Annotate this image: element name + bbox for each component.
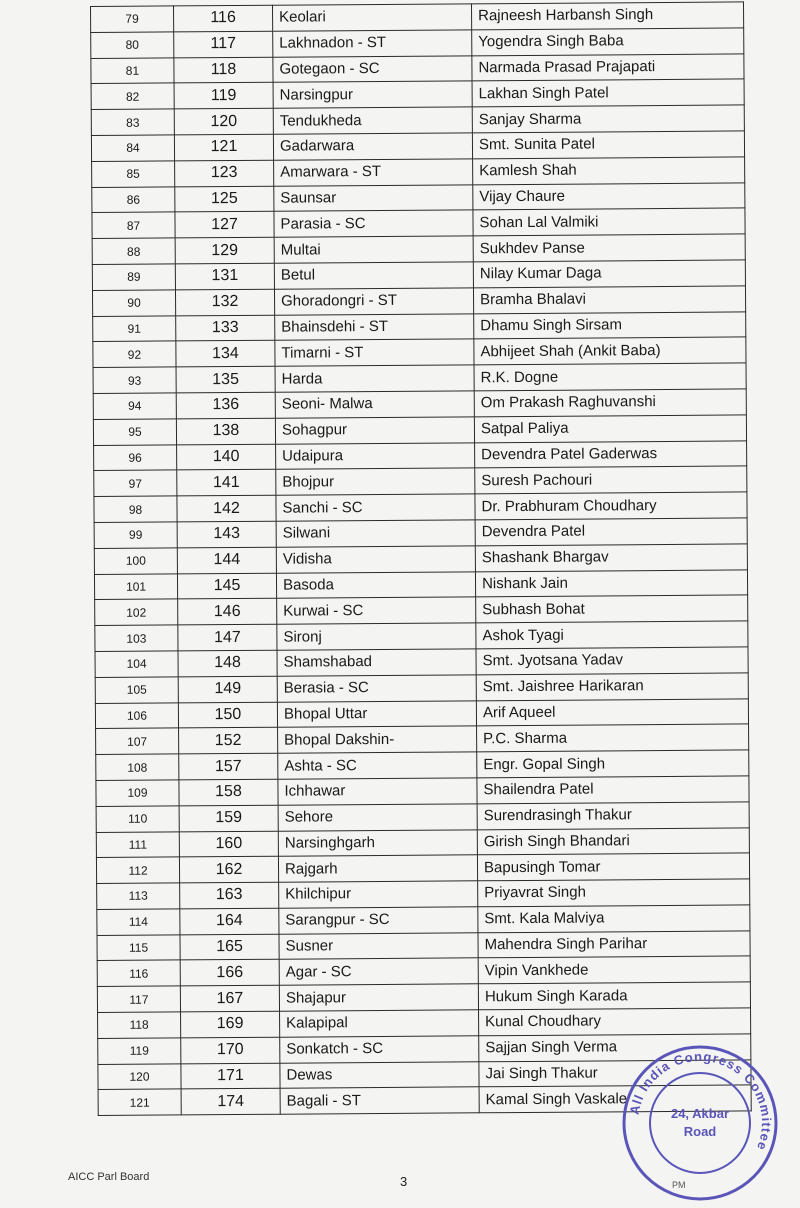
candidate-cell: Priyavrat Singh — [478, 879, 750, 907]
ac-number-cell: 162 — [179, 857, 278, 883]
constituency-cell: Sohagpur — [275, 417, 474, 444]
serial-number-cell: 116 — [97, 960, 180, 986]
constituency-cell: Sironj — [277, 623, 476, 650]
constituency-cell: Khilchipur — [279, 881, 478, 908]
page-number: 3 — [400, 1174, 408, 1189]
serial-number-cell: 115 — [97, 935, 180, 961]
constituency-cell: Timarni - ST — [275, 339, 474, 366]
candidate-cell: Ashok Tyagi — [476, 621, 748, 649]
serial-number-cell: 89 — [92, 264, 175, 290]
constituency-cell: Berasia - SC — [277, 675, 476, 702]
candidate-cell: Smt. Jaishree Harikaran — [476, 673, 748, 701]
constituency-cell: Bhopal Dakshin- — [278, 726, 477, 753]
constituency-cell: Agar - SC — [279, 958, 478, 985]
constituency-cell: Harda — [275, 365, 474, 392]
serial-number-cell: 79 — [91, 6, 174, 32]
serial-number-cell: 91 — [93, 315, 176, 341]
candidate-cell: Devendra Patel Gaderwas — [475, 440, 747, 468]
constituency-cell: Tendukheda — [273, 107, 472, 134]
serial-number-cell: 86 — [92, 186, 175, 212]
candidate-cell: Smt. Sunita Patel — [472, 131, 744, 159]
constituency-cell: Vidisha — [276, 546, 475, 573]
constituency-cell: Gotegaon - SC — [273, 55, 472, 82]
ac-number-cell: 163 — [180, 882, 279, 908]
constituency-cell: Sehore — [278, 804, 477, 831]
serial-number-cell: 94 — [93, 393, 176, 419]
svg-text:Road: Road — [683, 1124, 717, 1139]
ac-number-cell: 160 — [179, 831, 278, 857]
ac-number-cell: 148 — [178, 650, 277, 676]
constituency-cell: Basoda — [276, 571, 475, 598]
candidate-cell: Devendra Patel — [475, 518, 747, 546]
constituency-cell: Narsinghgarh — [278, 829, 477, 856]
serial-number-cell: 102 — [95, 599, 178, 625]
constituency-cell: Multai — [274, 236, 473, 263]
candidate-cell: Suresh Pachouri — [475, 466, 747, 494]
serial-number-cell: 120 — [98, 1064, 181, 1090]
ac-number-cell: 158 — [179, 779, 278, 805]
candidate-cell: Vijay Chaure — [473, 183, 745, 211]
constituency-cell: Ghoradongri - ST — [274, 288, 473, 315]
constituency-cell: Bhojpur — [276, 468, 475, 495]
serial-number-cell: 113 — [97, 883, 180, 909]
ac-number-cell: 120 — [174, 108, 273, 134]
serial-number-cell: 80 — [91, 32, 174, 58]
candidate-cell: Abhijeet Shah (Ankit Baba) — [474, 337, 746, 365]
serial-number-cell: 82 — [91, 83, 174, 109]
footer-board-label: AICC Parl Board — [68, 1171, 150, 1183]
candidate-cell: Dr. Prabhuram Choudhary — [475, 492, 747, 520]
ac-number-cell: 123 — [175, 160, 274, 186]
ac-number-cell: 140 — [177, 444, 276, 470]
candidate-table-body — [91, 2, 752, 1116]
ac-number-cell: 157 — [179, 753, 278, 779]
candidate-cell: Kunal Choudhary — [479, 1008, 751, 1036]
serial-number-cell: 121 — [98, 1089, 181, 1115]
constituency-cell: Narsingpur — [273, 81, 472, 108]
serial-number-cell: 111 — [96, 831, 179, 857]
candidate-cell: Engr. Gopal Singh — [477, 750, 749, 778]
constituency-cell: Amarwara - ST — [274, 159, 473, 186]
candidate-cell: Bapusingh Tomar — [477, 853, 749, 881]
constituency-cell: Bhainsdehi - ST — [275, 313, 474, 340]
candidate-cell: Sukhdev Panse — [473, 234, 745, 262]
serial-number-cell: 108 — [96, 754, 179, 780]
constituency-cell: Kalapipal — [280, 1010, 479, 1037]
ac-number-cell: 144 — [177, 547, 276, 573]
serial-number-cell: 85 — [92, 161, 175, 187]
serial-number-cell: 87 — [92, 212, 175, 238]
ac-number-cell: 116 — [174, 5, 273, 31]
ac-number-cell: 118 — [174, 57, 273, 83]
serial-number-cell: 104 — [95, 651, 178, 677]
serial-number-cell: 98 — [94, 496, 177, 522]
serial-number-cell: 95 — [93, 419, 176, 445]
ac-number-cell: 150 — [178, 702, 277, 728]
constituency-cell: Ashta - SC — [278, 752, 477, 779]
footer-time-label: PM — [672, 1180, 686, 1190]
candidate-cell: Hukum Singh Karada — [478, 982, 750, 1010]
candidate-cell: Surendrasingh Thakur — [477, 802, 749, 830]
serial-number-cell: 109 — [96, 780, 179, 806]
constituency-cell: Bhopal Uttar — [277, 700, 476, 727]
candidate-cell: Nishank Jain — [475, 569, 747, 597]
serial-number-cell: 106 — [95, 702, 178, 728]
candidate-cell: Sohan Lal Valmiki — [473, 208, 745, 236]
ac-number-cell: 159 — [179, 805, 278, 831]
constituency-cell: Ichhawar — [278, 778, 477, 805]
constituency-cell: Gadarwara — [273, 133, 472, 160]
ac-number-cell: 145 — [177, 573, 276, 599]
constituency-cell: Sarangpur - SC — [279, 907, 478, 934]
ac-number-cell: 143 — [177, 521, 276, 547]
ac-number-cell: 149 — [178, 676, 277, 702]
candidate-cell: Shailendra Patel — [477, 776, 749, 804]
candidate-cell: Kamal Singh Vaskale — [479, 1085, 751, 1113]
serial-number-cell: 117 — [97, 986, 180, 1012]
candidate-cell: Satpal Paliya — [474, 415, 746, 443]
candidate-cell: Dhamu Singh Sirsam — [474, 311, 746, 339]
constituency-cell: Silwani — [276, 520, 475, 547]
candidate-cell: Rajneesh Harbansh Singh — [471, 2, 743, 30]
serial-number-cell: 88 — [92, 238, 175, 264]
candidate-cell: Smt. Kala Malviya — [478, 905, 750, 933]
serial-number-cell: 105 — [95, 677, 178, 703]
ac-number-cell: 135 — [176, 366, 275, 392]
ac-number-cell: 165 — [180, 934, 279, 960]
candidate-cell: Kamlesh Shah — [473, 157, 745, 185]
ac-number-cell: 136 — [176, 392, 275, 418]
candidate-cell: Jai Singh Thakur — [479, 1060, 751, 1088]
candidate-cell: Sajjan Singh Verma — [479, 1034, 751, 1062]
ac-number-cell: 171 — [181, 1063, 280, 1089]
ac-number-cell: 121 — [174, 134, 273, 160]
constituency-cell: Bagali - ST — [280, 1087, 479, 1114]
candidate-cell: Sanjay Sharma — [472, 105, 744, 133]
constituency-cell: Sonkatch - SC — [280, 1036, 479, 1063]
serial-number-cell: 84 — [91, 135, 174, 161]
serial-number-cell: 118 — [98, 1012, 181, 1038]
ac-number-cell: 169 — [181, 1011, 280, 1037]
ac-number-cell: 141 — [177, 470, 276, 496]
serial-number-cell: 100 — [94, 548, 177, 574]
candidate-cell: Lakhan Singh Patel — [472, 79, 744, 107]
ac-number-cell: 138 — [176, 418, 275, 444]
ac-number-cell: 127 — [175, 212, 274, 238]
svg-text:24, Akbar: 24, Akbar — [670, 1106, 730, 1121]
candidate-cell: Mahendra Singh Parihar — [478, 931, 750, 959]
candidate-list-sheet — [90, 1, 752, 1116]
serial-number-cell: 119 — [98, 1038, 181, 1064]
serial-number-cell: 114 — [97, 909, 180, 935]
aicc-seal-stamp — [615, 1038, 785, 1208]
serial-number-cell: 101 — [94, 573, 177, 599]
ac-number-cell: 174 — [181, 1089, 280, 1115]
ac-number-cell: 166 — [180, 960, 279, 986]
candidate-cell: Shashank Bhargav — [475, 544, 747, 572]
serial-number-cell: 92 — [93, 341, 176, 367]
candidate-cell: Nilay Kumar Daga — [473, 260, 745, 288]
ac-number-cell: 132 — [175, 289, 274, 315]
candidate-cell: Arif Aqueel — [476, 698, 748, 726]
ac-number-cell: 117 — [174, 31, 273, 57]
serial-number-cell: 99 — [94, 522, 177, 548]
constituency-cell: Keolari — [272, 4, 471, 31]
ac-number-cell: 146 — [178, 599, 277, 625]
ac-number-cell: 152 — [179, 728, 278, 754]
constituency-cell: Seoni- Malwa — [275, 391, 474, 418]
constituency-cell: Kurwai - SC — [277, 597, 476, 624]
serial-number-cell: 90 — [92, 290, 175, 316]
serial-number-cell: 93 — [93, 367, 176, 393]
ac-number-cell: 131 — [175, 263, 274, 289]
constituency-cell: Shajapur — [279, 984, 478, 1011]
candidate-cell: P.C. Sharma — [477, 724, 749, 752]
serial-number-cell: 103 — [95, 625, 178, 651]
serial-number-cell: 107 — [96, 728, 179, 754]
ac-number-cell: 164 — [180, 908, 279, 934]
candidate-cell: Smt. Jyotsana Yadav — [476, 647, 748, 675]
constituency-cell: Susner — [279, 933, 478, 960]
constituency-cell: Lakhnadon - ST — [273, 30, 472, 57]
ac-number-cell: 142 — [177, 495, 276, 521]
candidate-table — [90, 1, 752, 1116]
serial-number-cell: 110 — [96, 806, 179, 832]
ac-number-cell: 147 — [178, 624, 277, 650]
ac-number-cell: 133 — [176, 315, 275, 341]
constituency-cell: Parasia - SC — [274, 210, 473, 237]
constituency-cell: Shamshabad — [277, 649, 476, 676]
candidate-cell: Vipin Vankhede — [478, 956, 750, 984]
candidate-cell: Subhash Bohat — [476, 595, 748, 623]
ac-number-cell: 129 — [175, 237, 274, 263]
constituency-cell: Betul — [274, 262, 473, 289]
ac-number-cell: 125 — [175, 186, 274, 212]
constituency-cell: Rajgarh — [278, 855, 477, 882]
candidate-cell: Bramha Bhalavi — [473, 286, 745, 314]
serial-number-cell: 83 — [91, 109, 174, 135]
ac-number-cell: 167 — [180, 985, 279, 1011]
candidate-cell: Narmada Prasad Prajapati — [472, 54, 744, 82]
candidate-cell: Girish Singh Bhandari — [477, 827, 749, 855]
serial-number-cell: 96 — [94, 444, 177, 470]
candidate-cell: Om Prakash Raghuvanshi — [474, 389, 746, 417]
constituency-cell: Dewas — [280, 1061, 479, 1088]
ac-number-cell: 170 — [181, 1037, 280, 1063]
candidate-cell: R.K. Dogne — [474, 363, 746, 391]
serial-number-cell: 81 — [91, 58, 174, 84]
constituency-cell: Saunsar — [274, 184, 473, 211]
serial-number-cell: 112 — [96, 857, 179, 883]
ac-number-cell: 119 — [174, 83, 273, 109]
constituency-cell: Udaipura — [276, 442, 475, 469]
serial-number-cell: 97 — [94, 470, 177, 496]
ac-number-cell: 134 — [176, 341, 275, 367]
svg-text:All India Congress Committee: All India Congress Committee — [626, 1048, 775, 1153]
candidate-cell: Yogendra Singh Baba — [472, 28, 744, 56]
constituency-cell: Sanchi - SC — [276, 494, 475, 521]
